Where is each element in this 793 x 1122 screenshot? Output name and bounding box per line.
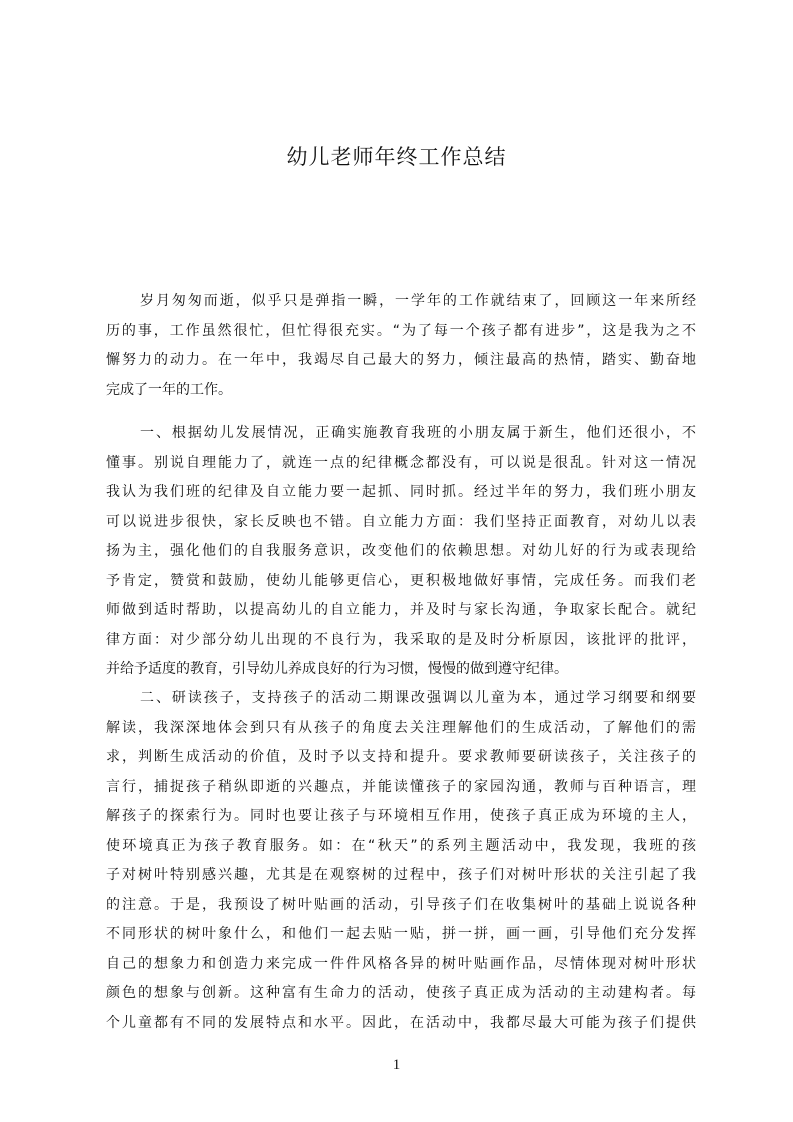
paragraph-line: 言行，捕捉孩子稍纵即逝的兴趣点，并能读懂孩子的家园沟通，教师与百种语言，理 [106,778,696,795]
paragraph-section-two [106,684,696,1038]
page-number: 1 [392,1057,401,1073]
paragraph-line: 师做到适时帮助，以提高幼儿的自立能力，并及时与家长沟通，争取家长配合。就纪 [106,602,696,618]
paragraph-line: 可以说进步很快，家长反映也不错。自立能力方面：我们坚持正面教育，对幼儿以表 [106,513,696,530]
paragraph-line: 不同形状的树叶象什么，和他们一起去贴一贴，拼一拼，画一画，引导他们充分发挥 [106,926,696,942]
paragraph-line: 律方面：对少部分幼儿出现的不良行为，我采取的是及时分析原因，该批评的批评， [106,631,696,648]
paragraph-line: 自己的想象力和创造力来完成一件件风格各异的树叶贴画作品，尽情体现对树叶形状 [106,955,696,972]
paragraph-line: 懈努力的动力。在一年中，我竭尽自己最大的努力，倾注最高的热情，踏实、勤奋地 [106,352,696,368]
paragraph-line: 二、研读孩子，支持孩子的活动二期课改强调以儿童为本，通过学习纲要和纲要 [140,690,696,706]
document-title: 幼儿老师年终工作总结 [286,145,507,169]
paragraph-line: 个儿童都有不同的发展特点和水平。因此，在活动中，我都尽最大可能为孩子们提供 [106,1014,696,1031]
paragraph-line: 我认为我们班的纪律及自立能力要一起抓、同时抓。经过半年的努力，我们班小朋友 [106,484,696,500]
paragraph-line: 解孩子的探索行为。同时也要让孩子与环境相互作用，使孩子真正成为环境的主人， [106,808,696,824]
paragraph-section-one [106,419,696,685]
paragraph-line: 并给予适度的教育，引导幼儿养成良好的行为习惯，慢慢的做到遵守纪律。 [106,661,568,677]
paragraph-line: 岁月匆匆而逝，似乎只是弹指一瞬，一学年的工作就结束了，回顾这一年来所经 [140,293,696,309]
paragraph-line: 扬为主，强化他们的自我服务意识，改变他们的依赖思想。对幼儿好的行为或表现给 [106,543,696,559]
paragraph-line: 解读，我深深地体会到只有从孩子的角度去关注理解他们的生成活动，了解他们的需 [106,719,696,736]
paragraph-line: 的注意。于是，我预设了树叶贴画的活动，引导孩子们在收集树叶的基础上说说各种 [106,896,696,913]
paragraph-line: 求，判断生成活动的价值，及时予以支持和提升。要求教师要研读孩子，关注孩子的 [106,749,696,765]
paragraph-line: 予肯定，赞赏和鼓励，使幼儿能够更信心，更积极地做好事情，完成任务。而我们老 [106,572,696,589]
paragraph-line: 历的事，工作虽然很忙，但忙得很充实。“为了每一个孩子都有进步”，这是我为之不 [106,322,696,339]
paragraph-line: 一、根据幼儿发展情况，正确实施教育我班的小朋友属于新生，他们还很小，不 [140,425,696,441]
paragraph-line: 颜色的想象与创新。这种富有生命力的活动，使孩子真正成为活动的主动建构者。每 [106,985,696,1001]
paragraph-line: 子对树叶特别感兴趣，尤其是在观察树的过程中，孩子们对树叶形状的关注引起了我 [106,867,696,883]
paragraph-line: 懂事。别说自理能力了，就连一点的纪律概念都没有，可以说是很乱。针对这一情况 [106,454,696,471]
paragraph-intro [106,287,696,405]
paragraph-line: 完成了一年的工作。 [106,381,232,398]
paragraph-line: 使环境真正为孩子教育服务。如：在“秋天”的系列主题活动中，我发现，我班的孩 [106,837,696,854]
